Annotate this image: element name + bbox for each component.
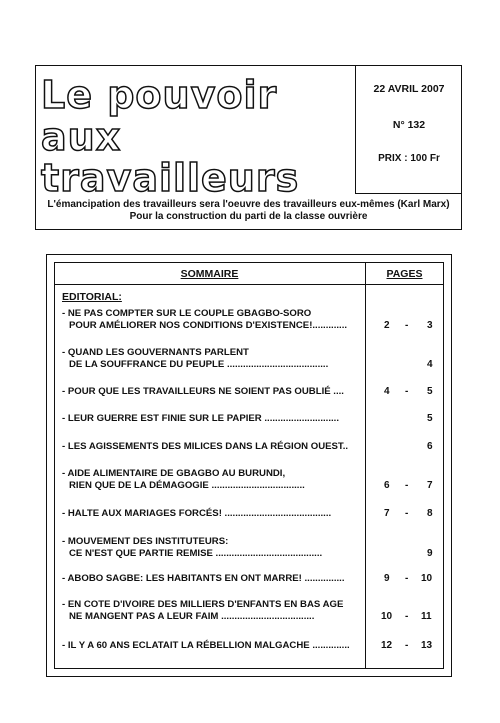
toc-page-from: 9 [384,573,390,584]
tagline: Pour la construction du parti de la classe ouvrière [129,211,368,222]
toc-entry[interactable] [62,536,362,559]
toc-entry-title: - MOUVEMENT DES INSTITUTEURS: [62,536,229,547]
toc-entry[interactable] [62,386,362,398]
toc-entry-title: - NE PAS COMPTER SUR LE COUPLE GBAGBO-SORO [62,308,312,319]
toc-entry-title: - QUAND LES GOUVERNANTS PARLENT [62,347,249,358]
toc-entry[interactable] [62,441,362,453]
toc-section-editorial: EDITORIAL: [62,291,122,303]
toc-entry[interactable] [62,413,362,425]
issue-date: 22 AVRIL 2007 [373,83,445,95]
toc-page-to: 5 [427,413,433,424]
toc-entry-title: - HALTE AUX MARIAGES FORCÉS! ........................................ [62,508,332,519]
toc-page-to: 13 [421,640,433,651]
toc-page-to: 11 [421,610,432,622]
toc-entry[interactable] [62,468,362,491]
toc-page-to: 8 [427,508,433,519]
toc-page-to: 4 [427,358,433,370]
toc-entry[interactable] [62,508,362,520]
toc-entry-title: - IL Y A 60 ANS ECLATAIT LA RÉBELLION MALGACHE .............. [62,640,350,651]
toc-page-separator: - [405,573,409,584]
toc-entry-title: - LEUR GUERRE EST FINIE SUR LE PAPIER ............................ [62,413,340,424]
toc-page-to: 5 [427,386,433,397]
toc-entry[interactable] [62,308,362,331]
toc-header-pages: PAGES [386,268,423,280]
toc-page-separator: - [405,508,409,519]
toc-page-from: 2 [384,319,390,331]
toc-column-divider [365,262,366,669]
toc-header-rule [54,284,444,285]
toc-entry-title: - POUR QUE LES TRAVAILLEURS NE SOIENT PAS OUBLIÉ .... [62,386,344,397]
toc-entry-title: - AIDE ALIMENTAIRE DE GBAGBO AU BURUNDI, [62,468,286,479]
toc-page-separator: - [405,640,409,651]
toc-page-to: 7 [427,479,433,491]
toc-entry-title: - LES AGISSEMENTS DES MILICES DANS LA RÉGION OUEST.. [62,441,349,452]
toc-entry-title-cont: POUR AMÉLIORER NOS CONDITIONS D'EXISTENCE!............. [69,319,348,331]
toc-entry-title: - EN COTE D'IVOIRE DES MILLIERS D'ENFANTS EN BAS AGE [62,599,344,610]
toc-page-from: 6 [384,479,390,491]
toc-page-to: 3 [427,319,433,331]
toc-page-from: 4 [384,386,390,397]
toc-page-separator: - [405,319,409,331]
newspaper-title-line-1: Le pouvoir [41,73,278,117]
toc-page-from: 12 [381,640,393,651]
toc-entry-title-cont: DE LA SOUFFRANCE DU PEUPLE ...................................... [69,358,329,370]
toc-page-to: 6 [427,441,433,452]
newspaper-title-line-2: aux [41,115,122,159]
toc-entry[interactable] [62,347,362,370]
toc-entry[interactable] [62,573,362,585]
toc-entry-title-cont: CE N'EST QUE PARTIE REMISE ........................................ [69,547,323,559]
toc-page-from: 7 [384,508,390,519]
toc-entry[interactable] [62,599,362,622]
toc-page-to: 9 [427,547,433,559]
toc-entry-title-cont: RIEN QUE DE LA DÉMAGOGIE ................................... [69,479,305,491]
newspaper-title-line-3: travailleurs [41,156,300,200]
issue-info-box [355,65,462,194]
toc-page-separator: - [405,610,409,622]
issue-number: N° 132 [392,119,426,131]
toc-header-sommaire: SOMMAIRE [180,268,239,280]
toc-page-from: 10 [381,610,393,622]
toc-page-to: 10 [421,573,433,584]
toc-page-separator: - [405,386,409,397]
toc-entry-title: - ABOBO SAGBE: LES HABITANTS EN ONT MARRE! ............... [62,573,345,584]
toc-page-separator: - [405,479,409,491]
motto: L'émancipation des travailleurs sera l'oeuvre des travailleurs eux-mêmes (Karl Marx) [47,199,450,210]
issue-price: PRIX : 100 Fr [378,153,440,164]
toc-entry-title-cont: NE MANGENT PAS A LEUR FAIM ................................... [69,610,315,622]
toc-entry[interactable] [62,640,362,652]
